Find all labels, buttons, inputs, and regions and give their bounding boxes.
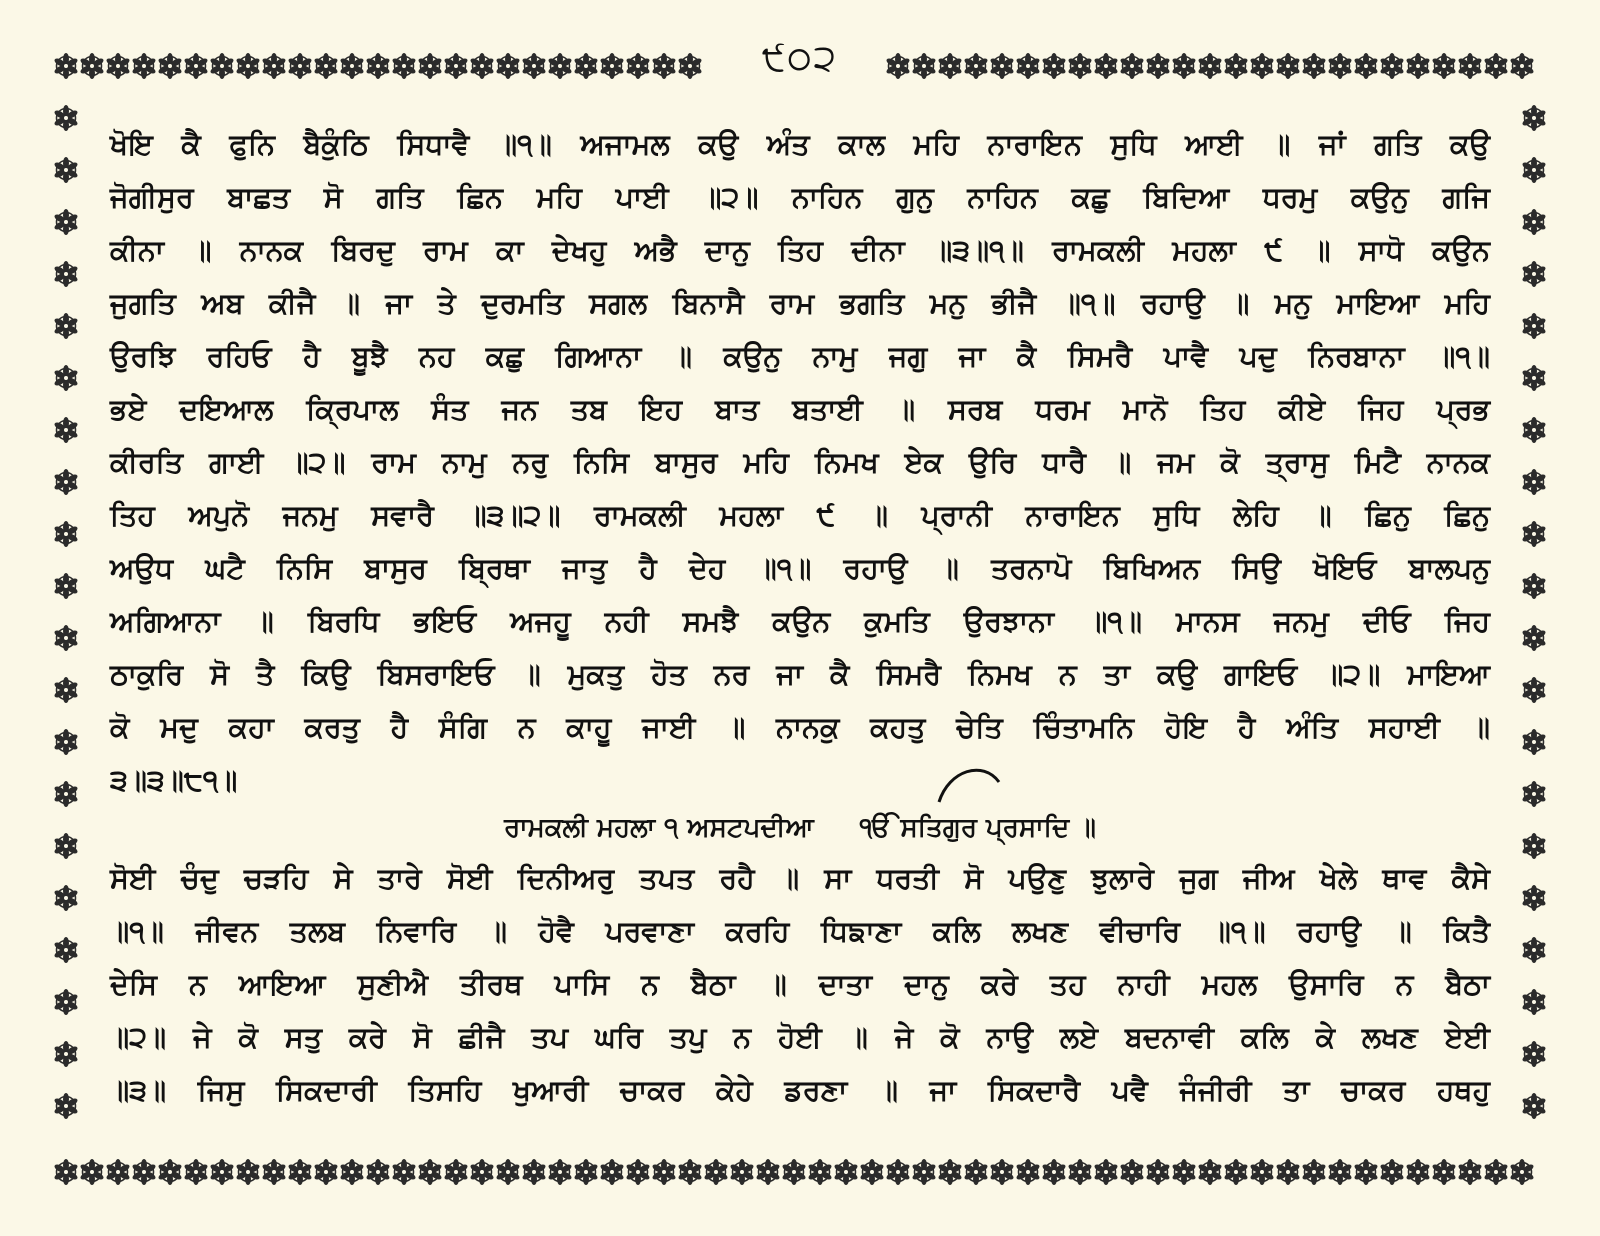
text-line: ਤਿਹ ਅਪੁਨੋ ਜਨਮੁ ਸਵਾਰੈ ॥੩॥੨॥ ਰਾਮਕਲੀ ਮਹਲਾ ੯ ॥ ਪ੍ਰਾਨੀ ਨਾਰਾਇਨ ਸੁਧਿ ਲੇਹਿ ॥ ਛਿਨੁ ਛਿਨੁ <box>110 499 1490 532</box>
flower-ornament-icon <box>1301 1159 1327 1185</box>
flower-ornament-icon <box>53 729 79 755</box>
flower-ornament-icon <box>1249 1159 1275 1185</box>
section-heading <box>0 803 1600 853</box>
flower-ornament-icon <box>339 1159 365 1185</box>
text-line: ਕੋ ਮਦੁ ਕਹਾ ਕਰਤੁ ਹੈ ਸੰਗਿ ਨ ਕਾਹੂ ਜਾਈ ॥ ਨਾਨਕੁ ਕਹਤੁ ਚੇਤਿ ਚਿੰਤਾਮਨਿ ਹੋਇ ਹੈ ਅੰਤਿ ਸਹਾਈ ॥ <box>110 711 1490 744</box>
heading-invocation: ੴ ਸਤਿਗੁਰ ਪ੍ਰਸਾਦਿ ॥ <box>859 813 1096 843</box>
flower-ornament-icon <box>53 313 79 339</box>
flower-ornament-icon <box>677 1159 703 1185</box>
flower-ornament-icon <box>859 1159 885 1185</box>
flower-ornament-icon <box>235 1159 261 1185</box>
flower-ornament-icon <box>469 1159 495 1185</box>
flower-ornament-icon <box>53 469 79 495</box>
flower-ornament-icon <box>365 1159 391 1185</box>
scripture-block-1 <box>110 118 1490 807</box>
flower-ornament-icon <box>105 1159 131 1185</box>
text-line: ਜੁਗਤਿ ਅਬ ਕੀਜੈ ॥ ਜਾ ਤੇ ਦੁਰਮਤਿ ਸਗਲ ਬਿਨਾਸੈ ਰਾਮ ਭਗਤਿ ਮਨੁ ਭੀਜੈ ॥੧॥ ਰਹਾਉ ॥ ਮਨੁ ਮਾਇਆ ਮਹਿ <box>110 287 1490 320</box>
text-line: ॥੧॥ ਜੀਵਨ ਤਲਬ ਨਿਵਾਰਿ ॥ ਹੋਵੈ ਪਰਵਾਣਾ ਕਰਹਿ ਧਿਙਾਣਾ ਕਲਿ ਲਖਣ ਵੀਚਾਰਿ ॥੧॥ ਰਹਾਉ ॥ ਕਿਤੈ <box>110 915 1490 948</box>
flower-ornament-icon <box>53 989 79 1015</box>
flower-ornament-icon <box>53 1093 79 1119</box>
flower-ornament-icon <box>53 1041 79 1067</box>
flower-ornament-icon <box>1379 1159 1405 1185</box>
text-line: ਅਉਧ ਘਟੈ ਨਿਸਿ ਬਾਸੁਰ ਬ੍ਰਿਥਾ ਜਾਤੁ ਹੈ ਦੇਹ ॥੧॥ ਰਹਾਉ ॥ ਤਰਨਾਪੋ ਬਿਖਿਅਨ ਸਿਉ ਖੋਇਓ ਬਾਲਪਨੁ <box>110 552 1490 585</box>
flower-ornament-icon <box>53 105 79 131</box>
flower-ornament-icon <box>1223 1159 1249 1185</box>
flower-ornament-icon <box>1521 1041 1547 1067</box>
flower-ornament-icon <box>53 677 79 703</box>
flower-ornament-icon <box>1015 1159 1041 1185</box>
flower-ornament-icon <box>261 1159 287 1185</box>
flower-ornament-icon <box>1275 1159 1301 1185</box>
flower-ornament-icon <box>963 1159 989 1185</box>
flower-ornament-icon <box>53 521 79 547</box>
text-line: ਠਾਕੁਰਿ ਸੋ ਤੈ ਕਿਉ ਬਿਸਰਾਇਓ ॥ ਮੁਕਤੁ ਹੋਤ ਨਰ ਜਾ ਕੈ ਸਿਮਰੈ ਨਿਮਖ ਨ ਤਾ ਕਉ ਗਾਇਓ ॥੨॥ ਮਾਇਆ <box>110 658 1490 691</box>
flower-ornament-icon <box>1483 1159 1509 1185</box>
flower-ornament-icon <box>443 1159 469 1185</box>
flower-ornament-icon <box>1521 729 1547 755</box>
flower-ornament-icon <box>989 1159 1015 1185</box>
flower-ornament-icon <box>1521 573 1547 599</box>
flower-ornament-icon <box>1521 417 1547 443</box>
flower-ornament-icon <box>1521 521 1547 547</box>
text-line: ੩॥੩॥੮੧॥ <box>110 764 238 797</box>
flower-ornament-icon <box>1353 1159 1379 1185</box>
flower-ornament-icon <box>131 1159 157 1185</box>
flower-ornament-icon <box>1509 1159 1535 1185</box>
flower-ornament-icon <box>417 1159 443 1185</box>
flower-ornament-icon <box>183 1159 209 1185</box>
text-line: ਅਗਿਆਨਾ ॥ ਬਿਰਧਿ ਭਇਓ ਅਜਹੂ ਨਹੀ ਸਮਝੈ ਕਉਨ ਕੁਮਤਿ ਉਰਝਾਨਾ ॥੧॥ ਮਾਨਸ ਜਨਮੁ ਦੀਓ ਜਿਹ <box>110 605 1490 638</box>
flower-ornament-icon <box>1521 1093 1547 1119</box>
flower-ornament-icon <box>1197 1159 1223 1185</box>
flower-ornament-icon <box>1521 105 1547 131</box>
flower-ornament-icon <box>1521 365 1547 391</box>
flower-ornament-icon <box>53 261 79 287</box>
flower-ornament-icon <box>53 885 79 911</box>
text-line: ਕੀਰਤਿ ਗਾਈ ॥੨॥ ਰਾਮ ਨਾਮੁ ਨਰੁ ਨਿਸਿ ਬਾਸੁਰ ਮਹਿ ਨਿਮਖ ਏਕ ਉਰਿ ਧਾਰੈ ॥ ਜਮ ਕੋ ਤ੍ਰਾਸੁ ਮਿਟੈ ਨਾਨਕ <box>110 446 1490 479</box>
flower-ornament-icon <box>1521 937 1547 963</box>
text-line: ਜੋਗੀਸੁਰ ਬਾਛਤ ਸੋ ਗਤਿ ਛਿਨ ਮਹਿ ਪਾਈ ॥੨॥ ਨਾਹਿਨ ਗੁਨੁ ਨਾਹਿਨ ਕਛੁ ਬਿਦਿਆ ਧਰਮੁ ਕਉਨੁ ਗਜਿ <box>110 181 1490 214</box>
flower-ornament-icon <box>1521 469 1547 495</box>
flower-ornament-icon <box>625 1159 651 1185</box>
flower-ornament-icon <box>1521 157 1547 183</box>
text-line: ਦੇਸਿ ਨ ਆਇਆ ਸੁਣੀਐ ਤੀਰਥ ਪਾਸਿ ਨ ਬੈਠਾ ॥ ਦਾਤਾ ਦਾਨੁ ਕਰੇ ਤਹ ਨਾਹੀ ਮਹਲ ਉਸਾਰਿ ਨ ਬੈਠਾ <box>110 968 1490 1001</box>
text-line: ਕੀਨਾ ॥ ਨਾਨਕ ਬਿਰਦੁ ਰਾਮ ਕਾ ਦੇਖਹੁ ਅਭੈ ਦਾਨੁ ਤਿਹ ਦੀਨਾ ॥੩॥੧॥ ਰਾਮਕਲੀ ਮਹਲਾ ੯ ॥ ਸਾਧੋ ਕਉਨ <box>110 234 1490 267</box>
flower-ornament-icon <box>1093 1159 1119 1185</box>
flower-ornament-icon <box>937 1159 963 1185</box>
flower-ornament-icon <box>1521 677 1547 703</box>
text-line: ਸੋਈ ਚੰਦੁ ਚੜਹਿ ਸੇ ਤਾਰੇ ਸੋਈ ਦਿਨੀਅਰੁ ਤਪਤ ਰਹੈ ॥ ਸਾ ਧਰਤੀ ਸੋ ਪਉਣੁ ਝੁਲਾਰੇ ਜੁਗ ਜੀਅ ਖੇਲੇ ਥਾਵ ਕੈਸੇ <box>110 862 1490 895</box>
flower-ornament-icon <box>53 625 79 651</box>
flower-ornament-icon <box>1041 1159 1067 1185</box>
text-line: ਉਰਝਿ ਰਹਿਓ ਹੈ ਬੂਝੈ ਨਹ ਕਛੁ ਗਿਆਨਾ ॥ ਕਉਨੁ ਨਾਮੁ ਜਗੁ ਜਾ ਕੈ ਸਿਮਰੈ ਪਾਵੈ ਪਦੁ ਨਿਰਬਾਨਾ ॥੧॥ <box>110 340 1490 373</box>
flower-ornament-icon <box>911 1159 937 1185</box>
flower-ornament-icon <box>1457 1159 1483 1185</box>
heading-title: ਰਾਮਕਲੀ ਮਹਲਾ ੧ ਅਸਟਪਦੀਆ <box>504 813 814 843</box>
flower-ornament-icon <box>1521 261 1547 287</box>
flower-ornament-icon <box>651 1159 677 1185</box>
text-line: ਖੋਇ ਕੈ ਫੁਨਿ ਬੈਕੁੰਠਿ ਸਿਧਾਵੈ ॥੧॥ ਅਜਾਮਲ ਕਉ ਅੰਤ ਕਾਲ ਮਹਿ ਨਾਰਾਇਨ ਸੁਧਿ ਆਈ ॥ ਜਾਂ ਗਤਿ ਕਉ <box>110 128 1490 161</box>
flower-ornament-icon <box>209 1159 235 1185</box>
text-line: ॥੨॥ ਜੇ ਕੋ ਸਤੁ ਕਰੇ ਸੋ ਛੀਜੈ ਤਪ ਘਰਿ ਤਪੁ ਨ ਹੋਈ ॥ ਜੇ ਕੋ ਨਾਉ ਲਏ ਬਦਨਾਵੀ ਕਲਿ ਕੇ ਲਖਣ ਏਈ <box>110 1021 1490 1054</box>
text-line: ਭਏ ਦਇਆਲ ਕ੍ਰਿਪਾਲ ਸੰਤ ਜਨ ਤਬ ਇਹ ਬਾਤ ਬਤਾਈ ॥ ਸਰਬ ਧਰਮ ਮਾਨੋ ਤਿਹ ਕੀਏ ਜਿਹ ਪ੍ਰਭ <box>110 393 1490 426</box>
flower-ornament-icon <box>53 573 79 599</box>
flower-ornament-icon <box>53 937 79 963</box>
scripture-block-2 <box>110 852 1490 1117</box>
flower-ornament-icon <box>391 1159 417 1185</box>
flower-ornament-icon <box>833 1159 859 1185</box>
flower-ornament-icon <box>1327 1159 1353 1185</box>
flower-ornament-icon <box>53 209 79 235</box>
flower-ornament-icon <box>573 1159 599 1185</box>
flower-ornament-icon <box>53 417 79 443</box>
flower-ornament-icon <box>1521 313 1547 339</box>
page-number: ੯੦੨ <box>0 38 1600 80</box>
flower-ornament-icon <box>599 1159 625 1185</box>
flower-ornament-icon <box>53 365 79 391</box>
flower-ornament-icon <box>1521 885 1547 911</box>
flower-ornament-icon <box>313 1159 339 1185</box>
flower-ornament-icon <box>1521 209 1547 235</box>
flower-ornament-icon <box>1171 1159 1197 1185</box>
flower-ornament-icon <box>1145 1159 1171 1185</box>
flower-ornament-icon <box>1067 1159 1093 1185</box>
flower-ornament-icon <box>703 1159 729 1185</box>
flower-ornament-icon <box>807 1159 833 1185</box>
flower-ornament-icon <box>781 1159 807 1185</box>
flower-ornament-icon <box>1431 1159 1457 1185</box>
flower-ornament-icon <box>495 1159 521 1185</box>
flower-ornament-icon <box>53 1159 79 1185</box>
flower-ornament-icon <box>1521 625 1547 651</box>
flower-ornament-icon <box>547 1159 573 1185</box>
flower-ornament-icon <box>755 1159 781 1185</box>
flower-ornament-icon <box>1521 989 1547 1015</box>
flower-ornament-icon <box>521 1159 547 1185</box>
flower-ornament-icon <box>729 1159 755 1185</box>
flower-ornament-icon <box>1405 1159 1431 1185</box>
flower-ornament-icon <box>1119 1159 1145 1185</box>
flower-ornament-icon <box>53 157 79 183</box>
text-line: ॥੩॥ ਜਿਸੁ ਸਿਕਦਾਰੀ ਤਿਸਹਿ ਖੁਆਰੀ ਚਾਕਰ ਕੇਹੇ ਡਰਣਾ ॥ ਜਾ ਸਿਕਦਾਰੈ ਪਵੈ ਜੰਜੀਰੀ ਤਾ ਚਾਕਰ ਹਥਹੁ <box>110 1074 1490 1107</box>
flower-ornament-icon <box>157 1159 183 1185</box>
flower-ornament-icon <box>79 1159 105 1185</box>
flower-ornament-icon <box>287 1159 313 1185</box>
flower-ornament-icon <box>885 1159 911 1185</box>
